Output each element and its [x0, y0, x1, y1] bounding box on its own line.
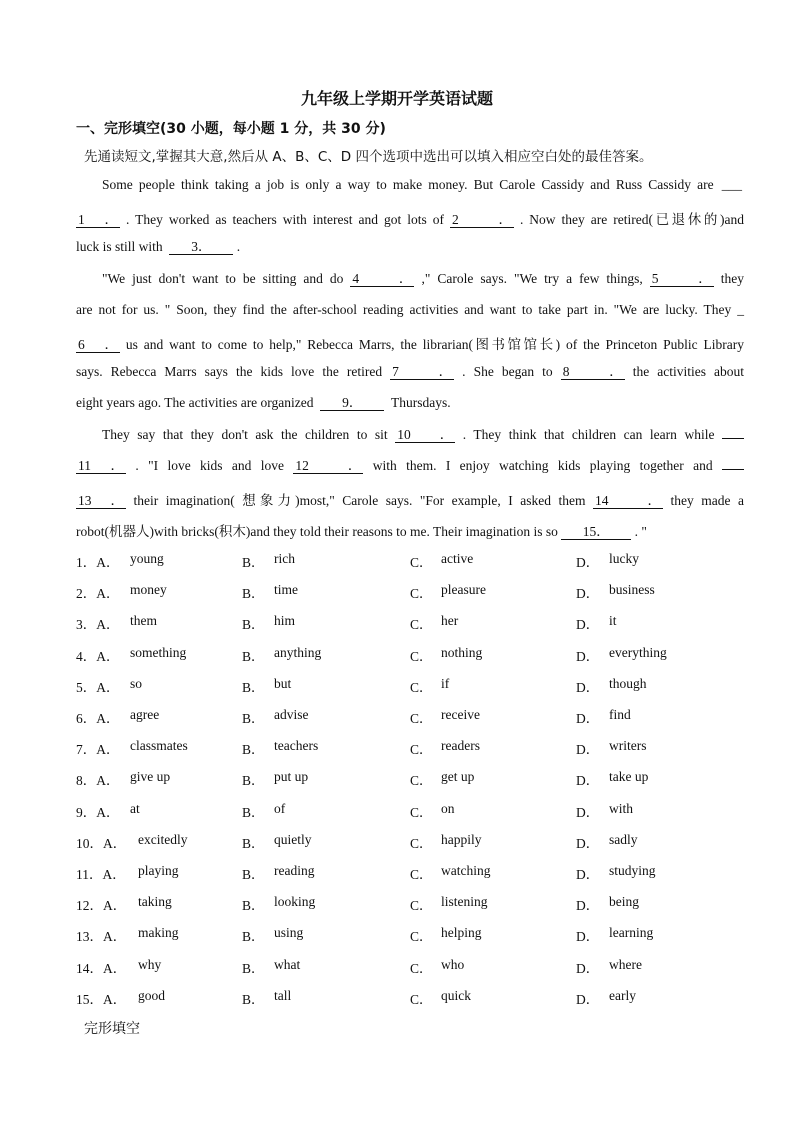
option-c: if — [441, 676, 450, 691]
option-b-label: B． — [242, 586, 265, 601]
question-number: 15．A． — [76, 992, 127, 1007]
option-d: business — [609, 582, 655, 597]
option-b-label: B． — [242, 617, 265, 632]
option-c-label: C． — [410, 649, 433, 664]
option-d: it — [609, 613, 617, 628]
option-b-label: B． — [242, 836, 265, 851]
option-d: being — [609, 894, 639, 909]
option-c: get up — [441, 769, 475, 784]
blank-13: 13． — [78, 493, 124, 508]
option-c-label: C． — [410, 929, 433, 944]
option-b: reading — [274, 863, 315, 878]
option-b: looking — [274, 894, 316, 909]
option-c-label: C． — [410, 961, 433, 976]
option-c-label: C． — [410, 586, 433, 601]
option-c: readers — [441, 738, 480, 753]
option-c: quick — [441, 988, 471, 1003]
question-number: 10．A． — [76, 836, 127, 851]
option-a: money — [130, 582, 167, 597]
option-b: teachers — [274, 738, 319, 753]
option-b-label: B． — [242, 867, 265, 882]
option-b: using — [274, 925, 304, 940]
option-c-label: C． — [410, 867, 433, 882]
option-b: of — [274, 801, 286, 816]
blank-0: ___ — [721, 177, 743, 192]
option-b-label: B． — [242, 773, 265, 788]
question-number: 6．A． — [76, 711, 120, 726]
option-c-label: C． — [410, 992, 433, 1007]
question-number: 7．A． — [76, 742, 120, 757]
blank-4: 4． — [352, 271, 413, 286]
option-d-label: D． — [576, 586, 600, 601]
option-d-label: D． — [576, 649, 600, 664]
question-number: 5．A． — [76, 680, 120, 695]
question-number: 4．A． — [76, 649, 120, 664]
option-b-label: B． — [242, 742, 265, 757]
option-d: early — [609, 988, 636, 1003]
option-b: time — [274, 582, 298, 597]
passage-line: 11． . "I love kids and love 12． with them. I enjoy watching kids playing together and — [76, 458, 744, 474]
option-d: find — [609, 707, 631, 722]
option-c-label: C． — [410, 617, 433, 632]
option-a: young — [130, 551, 164, 566]
option-c: on — [441, 801, 455, 816]
option-b-label: B． — [242, 805, 265, 820]
option-b: tall — [274, 988, 292, 1003]
option-c: pleasure — [441, 582, 486, 597]
blank-5: 5． — [651, 271, 712, 286]
passage-line: Some people think taking a job is only a way to make money. But Carole Cassidy and Russ Cassidy are ___ — [102, 177, 743, 192]
option-c: nothing — [441, 645, 483, 660]
passage-line: are not for us. " Soon, they find the after-school reading activities and want to take part in. "We are lucky. They _ — [76, 302, 744, 317]
option-b-label: B． — [242, 929, 265, 944]
instructions: 先通读短文,掌握其大意,然后从 A、B、C、D 四个选项中选出可以填入相应空白处的最佳答案。 — [84, 149, 653, 165]
passage-line: They say that they don't ask the children to sit 10． . They think that children can learn while — [76, 427, 744, 443]
passage-line: 6． us and want to come to help," Rebecca Marrs, the librarian(图书馆馆长) of the Princeton Public Library — [78, 337, 745, 352]
option-c: active — [441, 551, 474, 566]
option-d-label: D． — [576, 711, 600, 726]
blank-15: 15． — [561, 525, 631, 540]
option-a: making — [138, 925, 179, 940]
page-title: 九年级上学期开学英语试题 — [300, 89, 493, 108]
option-d-label: D． — [576, 867, 600, 882]
option-c: helping — [441, 925, 482, 940]
question-number: 11．A． — [76, 867, 126, 882]
option-b-label: B． — [242, 555, 265, 570]
option-c: happily — [441, 832, 482, 847]
option-d: lucky — [609, 551, 639, 566]
blank-1: 1． — [78, 212, 118, 227]
option-d-label: D． — [576, 992, 600, 1007]
option-d: writers — [609, 738, 647, 753]
option-d: studying — [609, 863, 656, 878]
question-number: 8．A． — [76, 773, 120, 788]
option-d-label: D． — [576, 961, 600, 976]
blank-6: 6． — [78, 337, 118, 352]
option-d-label: D． — [576, 929, 600, 944]
option-c: who — [441, 957, 465, 972]
blank-14: 14． — [595, 493, 662, 508]
question-number: 9．A． — [76, 805, 120, 820]
question-number: 2．A． — [76, 586, 120, 601]
option-b: put up — [274, 769, 309, 784]
blank-7: 7． — [392, 364, 453, 379]
option-c-label: C． — [410, 898, 433, 913]
blank-3: 3． — [169, 240, 233, 255]
question-number: 13．A． — [76, 929, 127, 944]
option-d: though — [609, 676, 647, 691]
option-d: where — [609, 957, 642, 972]
option-d-label: D． — [576, 898, 600, 913]
option-b: what — [274, 957, 301, 972]
footer-label: 完形填空 — [84, 1021, 140, 1037]
question-number: 12．A． — [76, 898, 127, 913]
question-number: 3．A． — [76, 617, 120, 632]
option-d-label: D． — [576, 773, 600, 788]
option-b-label: B． — [242, 992, 265, 1007]
option-b-label: B． — [242, 649, 265, 664]
blank-8: 8． — [562, 364, 623, 379]
option-c: listening — [441, 894, 488, 909]
passage-line: eight years ago. The activities are organized 9． Thursdays. — [76, 395, 451, 410]
blank-9: 9． — [320, 396, 384, 411]
option-d-label: D． — [576, 805, 600, 820]
blank-11: 11． — [78, 458, 124, 473]
option-b: rich — [274, 551, 295, 566]
option-d: take up — [609, 769, 649, 784]
option-a: excitedly — [138, 832, 188, 847]
blank-10: 10． — [397, 427, 454, 442]
option-a: at — [130, 801, 140, 816]
option-b-label: B． — [242, 961, 265, 976]
option-d-label: D． — [576, 617, 600, 632]
option-c-label: C． — [410, 805, 433, 820]
option-a: so — [130, 676, 143, 691]
option-a: give up — [130, 769, 171, 784]
option-b: him — [274, 613, 296, 628]
passage-line: 1． . They worked as teachers with interest and got lots of 2． . Now they are retired(已退休的)and — [78, 212, 745, 227]
option-b: quietly — [274, 832, 312, 847]
option-a: agree — [130, 707, 160, 722]
option-b-label: B． — [242, 711, 265, 726]
option-a: something — [130, 645, 187, 660]
option-d-label: D． — [576, 742, 600, 757]
option-c: watching — [441, 863, 491, 878]
option-b-label: B． — [242, 680, 265, 695]
option-a: taking — [138, 894, 172, 909]
option-c-label: C． — [410, 742, 433, 757]
option-b: anything — [274, 645, 322, 660]
option-a: them — [130, 613, 157, 628]
option-a: why — [138, 957, 162, 972]
option-c-label: C． — [410, 711, 433, 726]
option-a: good — [138, 988, 165, 1003]
option-c: receive — [441, 707, 480, 722]
option-b: but — [274, 676, 292, 691]
section-heading: 一、完形填空(30 小题，每小题 1 分，共 30 分) — [76, 121, 386, 137]
passage-line: luck is still with 3． . — [76, 239, 241, 254]
passage-line: robot(机器人)with bricks(积木)and they told their reasons to me. Their imagination is so 15． . " — [76, 524, 647, 539]
option-d: learning — [609, 925, 654, 940]
option-b-label: B． — [242, 898, 265, 913]
option-d-label: D． — [576, 836, 600, 851]
option-c-label: C． — [410, 773, 433, 788]
question-number: 14．A． — [76, 961, 127, 976]
blank-12: 12． — [295, 458, 362, 473]
option-a: playing — [138, 863, 179, 878]
blank-2: 2． — [451, 212, 512, 227]
option-d: with — [609, 801, 634, 816]
passage-line: "We just don't want to be sitting and do 4． ," Carole says. "We try a few things, 5． they — [102, 271, 745, 286]
option-d-label: D． — [576, 555, 600, 570]
option-c-label: C． — [410, 680, 433, 695]
option-c-label: C． — [410, 836, 433, 851]
option-b: advise — [274, 707, 309, 722]
option-c-label: C． — [410, 555, 433, 570]
option-d: everything — [609, 645, 667, 660]
option-d: sadly — [609, 832, 638, 847]
passage-line: 13． their imagination( 想象力)most," Carole says. "For example, I asked them 14． they made a — [78, 493, 745, 508]
option-d-label: D． — [576, 680, 600, 695]
option-a: classmates — [130, 738, 188, 753]
option-c: her — [441, 613, 459, 628]
question-number: 1．A． — [76, 555, 120, 570]
passage-line: says. Rebecca Marrs says the kids love the retired 7． . She began to 8． the activities about — [76, 364, 745, 379]
